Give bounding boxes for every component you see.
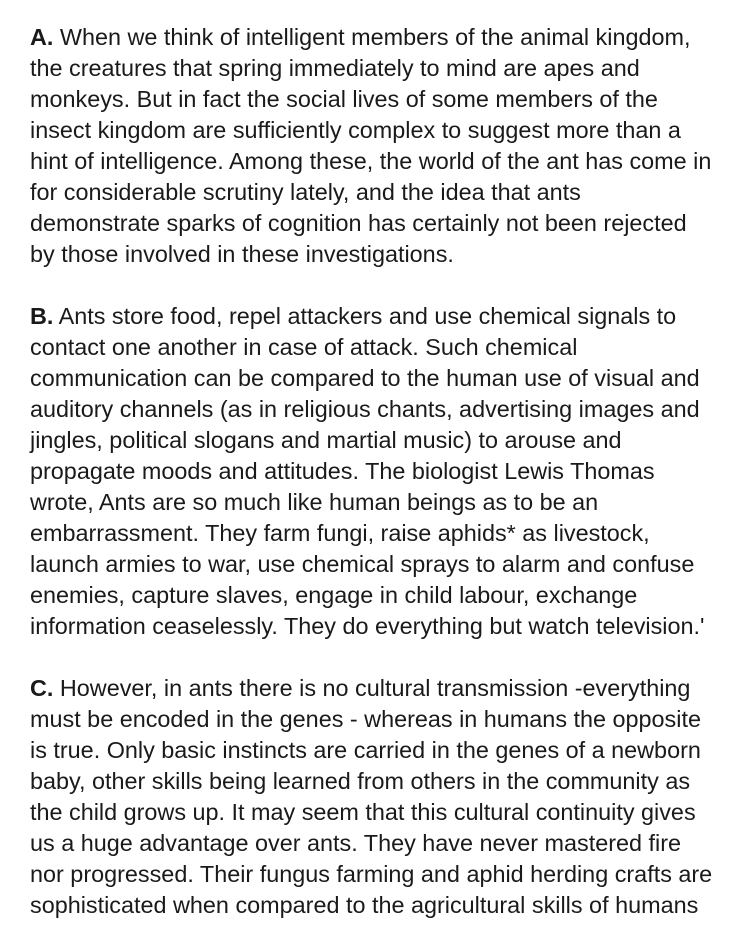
text-line: C. However, in ants there is no cultural transmission -everything [30,675,691,701]
text-line: insect kingdom are sufficiently complex to suggest more than a [30,117,681,143]
paragraph-label: A. [30,24,54,50]
text-line: propagate moods and attitudes. The biologist Lewis Thomas [30,458,655,484]
text-line: wrote, Ants are so much like human beings as to be an [30,489,599,515]
text-line: by those involved in these investigations. [30,241,454,267]
text-line: enemies, capture slaves, engage in child labour, exchange [30,582,638,608]
paragraph-b [30,301,730,642]
text-line: jingles, political slogans and martial music) to arouse and [30,427,622,453]
document-body [30,22,730,952]
text-line: launch armies to war, use chemical sprays to alarm and confuse [30,551,695,577]
text-line: for considerable scrutiny lately, and the idea that ants [30,179,581,205]
text-line: demonstrate sparks of cognition has certainly not been rejected [30,210,687,236]
paragraph-a [30,22,730,270]
text-line: information ceaselessly. They do everything but watch television.' [30,613,705,639]
text-line: baby, other skills being learned from others in the community as [30,768,691,794]
paragraph-label: B. [30,303,54,329]
text-line: monkeys. But in fact the social lives of some members of the [30,86,658,112]
text-line: the child grows up. It may seem that this cultural continuity gives [30,799,696,825]
text-line: communication can be compared to the human use of visual and [30,365,700,391]
text-line: is true. Only basic instincts are carried in the genes of a newborn [30,737,701,763]
text-line: must be encoded in the genes - whereas in humans the opposite [30,706,701,732]
text-line: hint of intelligence. Among these, the world of the ant has come in [30,148,712,174]
text-line: the creatures that spring immediately to mind are apes and [30,55,640,81]
text-line: auditory channels (as in religious chants, advertising images and [30,396,700,422]
text-line: sophisticated when compared to the agricultural skills of humans [30,892,699,918]
paragraph-c [30,673,730,921]
text-line: A. When we think of intelligent members of the animal kingdom, [30,24,691,50]
text-line: nor progressed. Their fungus farming and aphid herding crafts are [30,861,713,887]
text-line: B. Ants store food, repel attackers and use chemical signals to [30,303,677,329]
text-line: us a huge advantage over ants. They have never mastered fire [30,830,682,856]
text-line: contact one another in case of attack. Such chemical [30,334,578,360]
paragraph-label: C. [30,675,54,701]
text-line: embarrassment. They farm fungi, raise aphids* as livestock, [30,520,650,546]
